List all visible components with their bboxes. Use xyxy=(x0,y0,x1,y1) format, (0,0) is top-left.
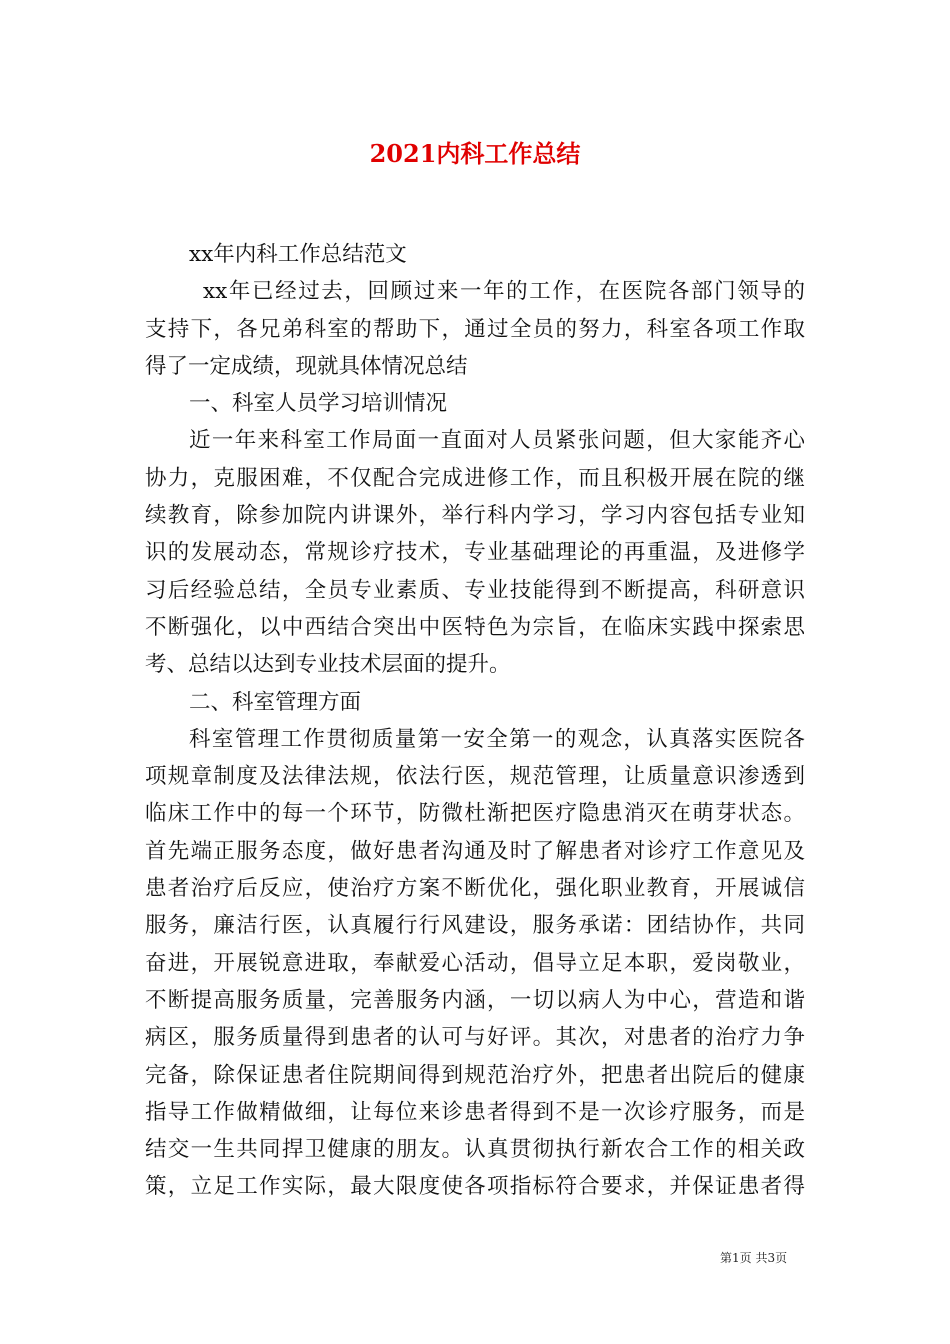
paragraph xyxy=(145,721,805,1206)
paragraph xyxy=(145,422,805,683)
text-line: 结交一生共同捍卫健康的朋友。认真贯彻执行新农合工作的相关政 xyxy=(145,1137,805,1163)
text-line: 首先端正服务态度，做好患者沟通及时了解患者对诊疗工作意见及 xyxy=(145,838,805,864)
text-line: 病区，服务质量得到患者的认可与好评。其次，对患者的治疗力争 xyxy=(145,1025,805,1051)
text-line: 续教育，除参加院内讲课外，举行科内学习，学习内容包括专业知 xyxy=(145,503,805,529)
text-line: 近一年来科室工作局面一直面对人员紧张问题，但大家能齐心 xyxy=(189,428,805,454)
text-line: 患者治疗后反应，使治疗方案不断优化，强化职业教育，开展诚信 xyxy=(145,876,805,902)
paragraph xyxy=(145,273,805,385)
text-line: 临床工作中的每一个环节，防微杜渐把医疗隐患消灭在萌芽状态。 xyxy=(145,801,805,827)
document-body xyxy=(145,236,805,1206)
text-line: 奋进，开展锐意进取，奉献爱心活动，倡导立足本职，爱岗敬业， xyxy=(145,950,805,976)
text-line: 不断提高服务质量，完善服务内涵，一切以病人为中心，营造和谐 xyxy=(145,987,805,1013)
text-line: 科室管理工作贯彻质量第一安全第一的观念，认真落实医院各 xyxy=(189,726,805,752)
text-line: xx年已经过去，回顾过来一年的工作，在医院各部门领导的 xyxy=(203,279,805,305)
text-line: 一、科室人员学习培训情况 xyxy=(189,391,448,417)
document-subtitle xyxy=(145,236,805,273)
text-line: 服务，廉洁行医，认真履行行风建设，服务承诺：团结协作，共同 xyxy=(145,913,805,939)
text-line: 策，立足工作实际，最大限度使各项指标符合要求，并保证患者得 xyxy=(145,1174,805,1200)
document-title: 2021内科工作总结 xyxy=(369,139,581,168)
section-heading xyxy=(145,684,805,721)
text-line: 识的发展动态，常规诊疗技术，专业基础理论的再重温，及进修学 xyxy=(145,540,805,566)
text-line: 得了一定成绩，现就具体情况总结 xyxy=(145,353,468,379)
text-line: 完备，除保证患者住院期间得到规范治疗外，把患者出院后的健康 xyxy=(145,1062,805,1088)
text-line: 习后经验总结，全员专业素质、专业技能得到不断提高，科研意识 xyxy=(145,577,805,603)
page-number: 第1页 共3页 xyxy=(720,1251,788,1265)
text-line: 协力，克服困难，不仅配合完成进修工作，而且积极开展在院的继 xyxy=(145,465,805,491)
text-line: 不断强化，以中西结合突出中医特色为宗旨，在临床实践中探索思 xyxy=(145,614,805,640)
section-heading xyxy=(145,385,805,422)
text-line: xx年内科工作总结范文 xyxy=(189,242,407,267)
text-line: 支持下，各兄弟科室的帮助下，通过全员的努力，科室各项工作取 xyxy=(145,316,805,342)
text-line: 指导工作做精做细，让每位来诊患者得到不是一次诊疗服务，而是 xyxy=(145,1099,805,1125)
text-line: 考、总结以达到专业技术层面的提升。 xyxy=(145,652,511,678)
text-line: 二、科室管理方面 xyxy=(189,689,362,715)
text-line: 项规章制度及法律法规，依法行医，规范管理，让质量意识渗透到 xyxy=(145,764,805,790)
